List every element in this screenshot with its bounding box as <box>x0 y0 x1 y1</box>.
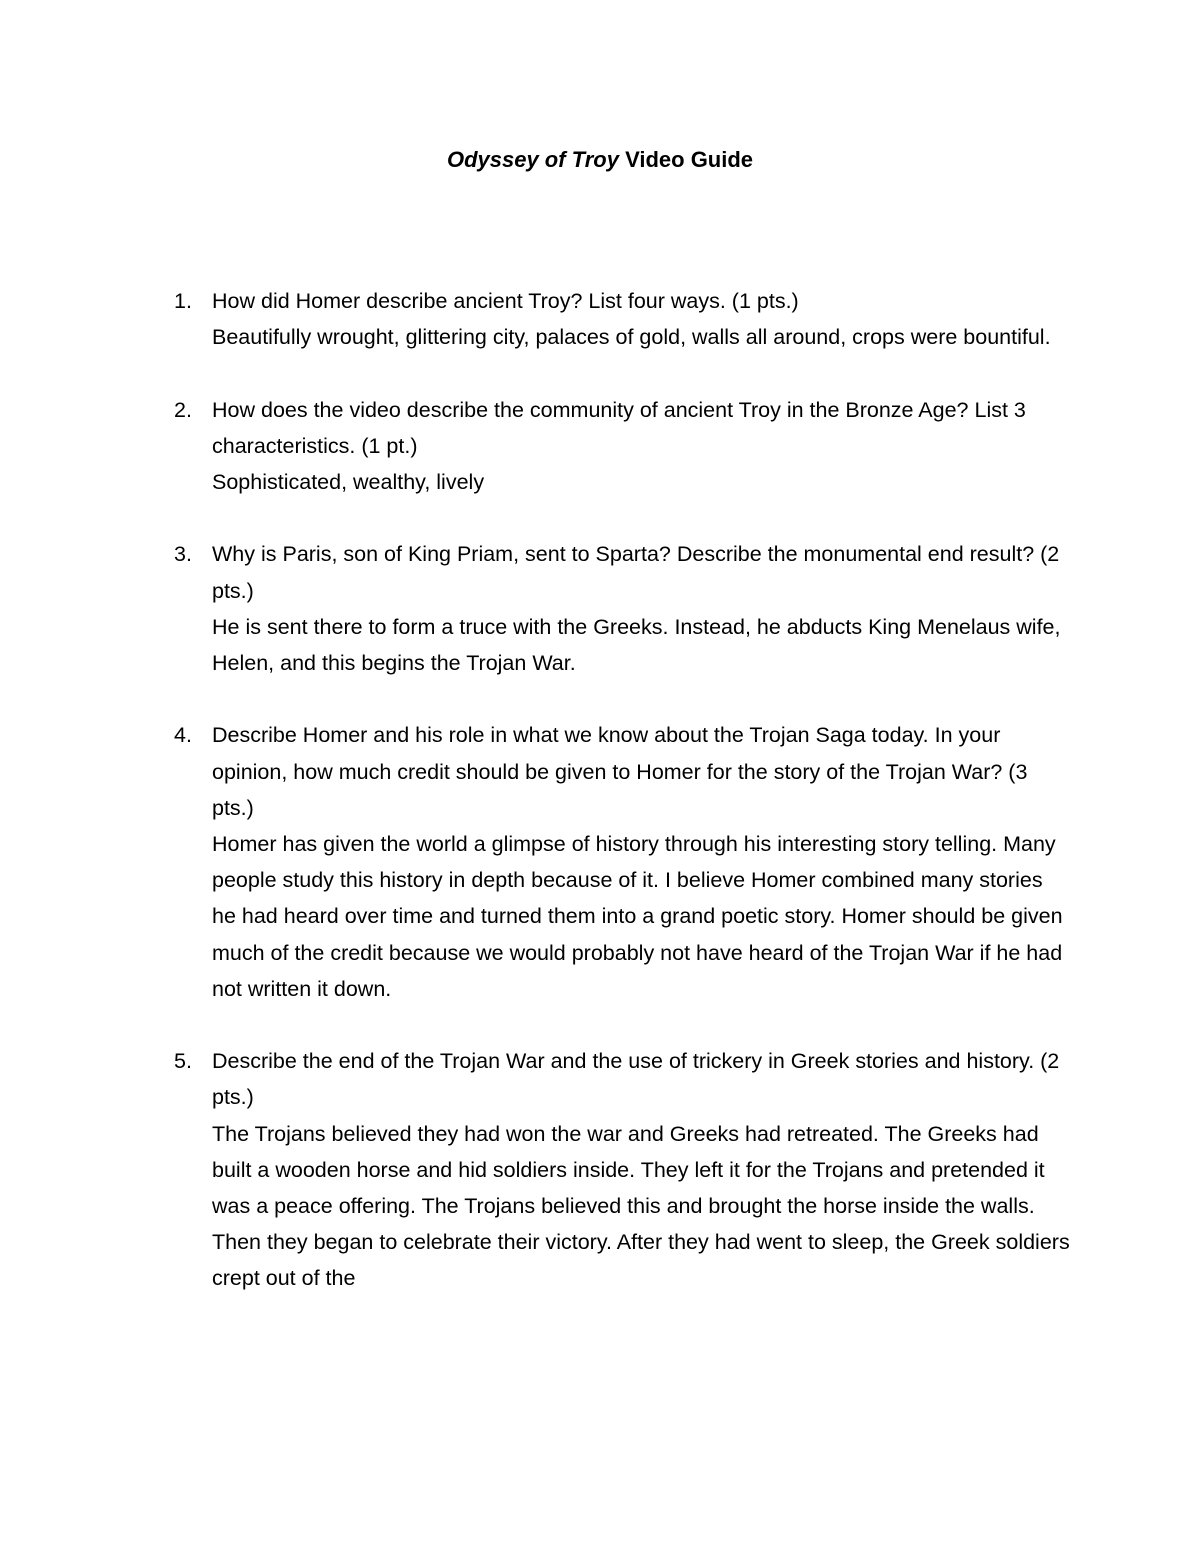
question-number: 4. <box>174 723 192 748</box>
question-list <box>0 283 1200 1333</box>
question-number: 3. <box>174 542 192 567</box>
answer-text: He is sent there to form a truce with the Greeks. Instead, he abducts King Menelaus wife, Helen, and this begins the Trojan War. <box>212 614 1061 675</box>
question-item-4 <box>0 717 1200 1007</box>
question-text: How did Homer describe ancient Troy? List four ways. (1 pts.) <box>212 289 799 313</box>
answer-text: The Trojans believed they had won the war and Greeks had retreated. The Greeks had built a wooden horse and hid soldiers inside. They left it for the Trojans and pretended it was a peace offering. The Trojans believed this and brought the horse inside the walls. Then they began to celebrate their victory. After they had went to sleep, the Greek soldiers crept out of the <box>212 1121 1070 1291</box>
question-text: Why is Paris, son of King Priam, sent to Sparta? Describe the monumental end result? (2 pts.) <box>212 542 1060 603</box>
question-item-3 <box>0 536 1200 681</box>
answer-text: Sophisticated, wealthy, lively <box>212 470 485 494</box>
question-item-2 <box>0 392 1200 501</box>
answer-text: Beautifully wrought, glittering city, palaces of gold, walls all around, crops were bountiful. <box>212 325 1051 350</box>
question-item-5 <box>0 1043 1200 1296</box>
question-number: 5. <box>174 1049 192 1074</box>
document-title <box>0 143 1200 177</box>
title-italic-part: Odyssey of Troy <box>446 147 619 172</box>
answer-text: Homer has given the world a glimpse of history through his interesting story telling. Many people study this history in depth because of it. I believe Homer combined many stories he had heard over time and turned them into a grand poetic story. Homer should be given much of the credit because we would probably not have heard of the Trojan War if he had not written it down. <box>212 832 1063 1001</box>
question-number: 1. <box>174 289 192 313</box>
question-item-1 <box>0 283 1200 355</box>
title-rest-part: Video Guide <box>618 147 754 172</box>
question-text: How does the video describe the community of ancient Troy in the Bronze Age? List 3 characteristics. (1 pt.) <box>212 397 1026 458</box>
question-text: Describe Homer and his role in what we know about the Trojan Saga today. In your opinion, how much credit should be given to Homer for the story of the Trojan War? (3 pts.) <box>212 723 1028 820</box>
question-number: 2. <box>174 397 192 422</box>
question-text: Describe the end of the Trojan War and the use of trickery in Greek stories and history. (2 pts.) <box>212 1049 1060 1110</box>
